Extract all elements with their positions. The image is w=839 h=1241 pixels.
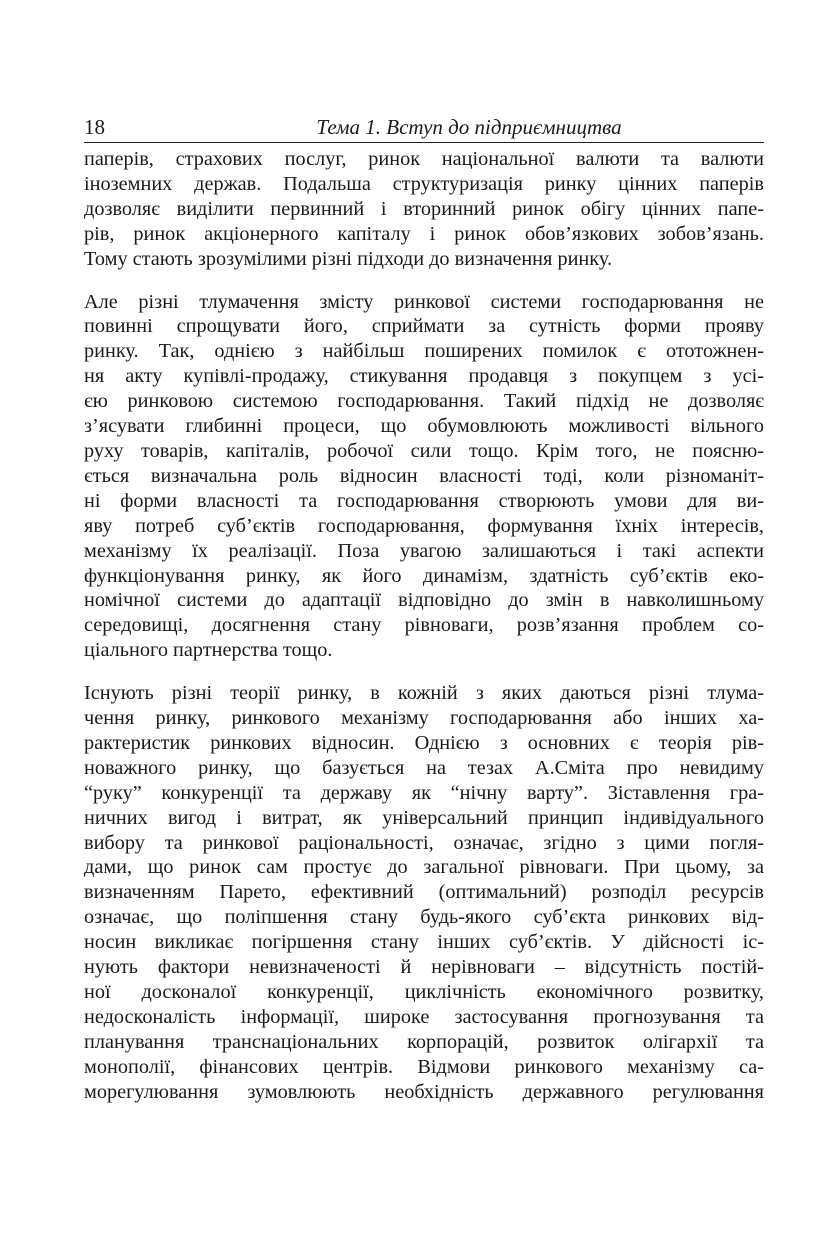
text-line: чення ринку, ринкового механізму господарювання або інших ха-: [84, 707, 764, 730]
text-line: ня акту купівлі-продажу, стикування продавця з покупцем з усі-: [84, 365, 764, 388]
text-line: новажного ринку, що базується на тезах А.Сміта про невидиму: [84, 756, 764, 779]
text-line: вибору та ринкової раціональності, означає, згідно з цими погля-: [84, 831, 764, 854]
text-line: Але різні тлумачення змісту ринкової системи господарювання не: [84, 290, 764, 313]
text-line: рів, ринок акціонерного капіталу і ринок обов’язкових зобов’язань.: [84, 222, 764, 245]
text-line: паперів, страхових послуг, ринок національної валюти та валюти: [84, 148, 764, 170]
running-header: [84, 112, 764, 143]
text-line: недосконалість інформації, широке застосування прогнозування та: [84, 1005, 764, 1028]
paragraph: [84, 147, 764, 272]
page-number: 18: [84, 115, 105, 139]
text-line: повинні спрощувати його, сприймати за сутність форми прояву: [84, 315, 764, 338]
running-title: Тема 1. Вступ до підприємництва: [316, 115, 622, 139]
text-line: визначенням Парето, ефективний (оптимальний) розподіл ресурсів: [84, 881, 764, 904]
text-line: ної досконалої конкуренції, циклічність економічного розвитку,: [84, 981, 764, 1003]
text-line: Тому стають зрозумілими різні підходи до визначення ринку.: [84, 247, 613, 270]
text-line: середовищі, досягнення стану рівноваги, розв’язання проблем со-: [84, 614, 764, 637]
paragraph: [84, 290, 764, 664]
text-line: “руку” конкуренції та державу як “нічну варту”. Зіставлення гра-: [84, 781, 764, 804]
text-line: означає, що поліпшення стану будь-якого суб’єкта ринкових від-: [84, 906, 764, 929]
text-line: носин викликає погіршення стану інших суб’єктів. У дійсності іс-: [84, 931, 764, 954]
body-text: [84, 147, 764, 1105]
text-line: іноземних держав. Подальша структуризація ринку цінних паперів: [84, 172, 764, 195]
text-line: яву потреб суб’єктів господарювання, формування їхніх інтересів,: [84, 514, 764, 537]
text-line: ціального партнерства тощо.: [84, 639, 333, 662]
text-line: рактеристик ринкових відносин. Однією з основних є теорія рів-: [84, 731, 764, 754]
text-line: ничних вигод і витрат, як універсальний принцип індивідуального: [84, 806, 764, 829]
text-line: планування транснаціональних корпорацій, розвиток олігархії та: [84, 1030, 764, 1053]
text-line: ється визначальна роль відносин власності тоді, коли різноманіт-: [84, 464, 764, 487]
text-line: єю ринковою системою господарювання. Такий підхід не дозволяє: [84, 390, 764, 413]
text-line: дозволяє виділити первинний і вторинний ринок обігу цінних папе-: [84, 197, 764, 220]
text-line: ні форми власності та господарювання створюють умови для ви-: [84, 489, 764, 512]
text-line: з’ясувати глибинні процеси, що обумовлюють можливості вільного: [84, 415, 764, 438]
text-line: механізму їх реалізації. Поза увагою залишаються і такі аспекти: [84, 539, 764, 562]
text-line: руху товарів, капіталів, робочої сили тощо. Крім того, не поясню-: [84, 439, 764, 462]
text-line: морегулювання зумовлюють необхідність державного регулювання: [84, 1080, 764, 1103]
text-line: номічної системи до адаптації відповідно до змін в навколишньому: [84, 589, 764, 612]
text-line: нують фактори невизначеності й нерівноваги – відсутність постій-: [84, 956, 764, 979]
book-page: [84, 112, 764, 1123]
text-line: ринку. Так, однією з найбільш поширених помилок є ототожнен-: [84, 340, 764, 363]
text-line: Існують різні теорії ринку, в кожній з яких даються різні тлума-: [84, 682, 764, 705]
paragraph: [84, 681, 764, 1104]
text-line: функціонування ринку, як його динамізм, здатність суб’єктів еко-: [84, 564, 764, 587]
text-line: дами, що ринок сам простує до загальної рівноваги. При цьому, за: [84, 856, 764, 879]
text-line: монополії, фінансових центрів. Відмови ринкового механізму са-: [84, 1055, 764, 1078]
